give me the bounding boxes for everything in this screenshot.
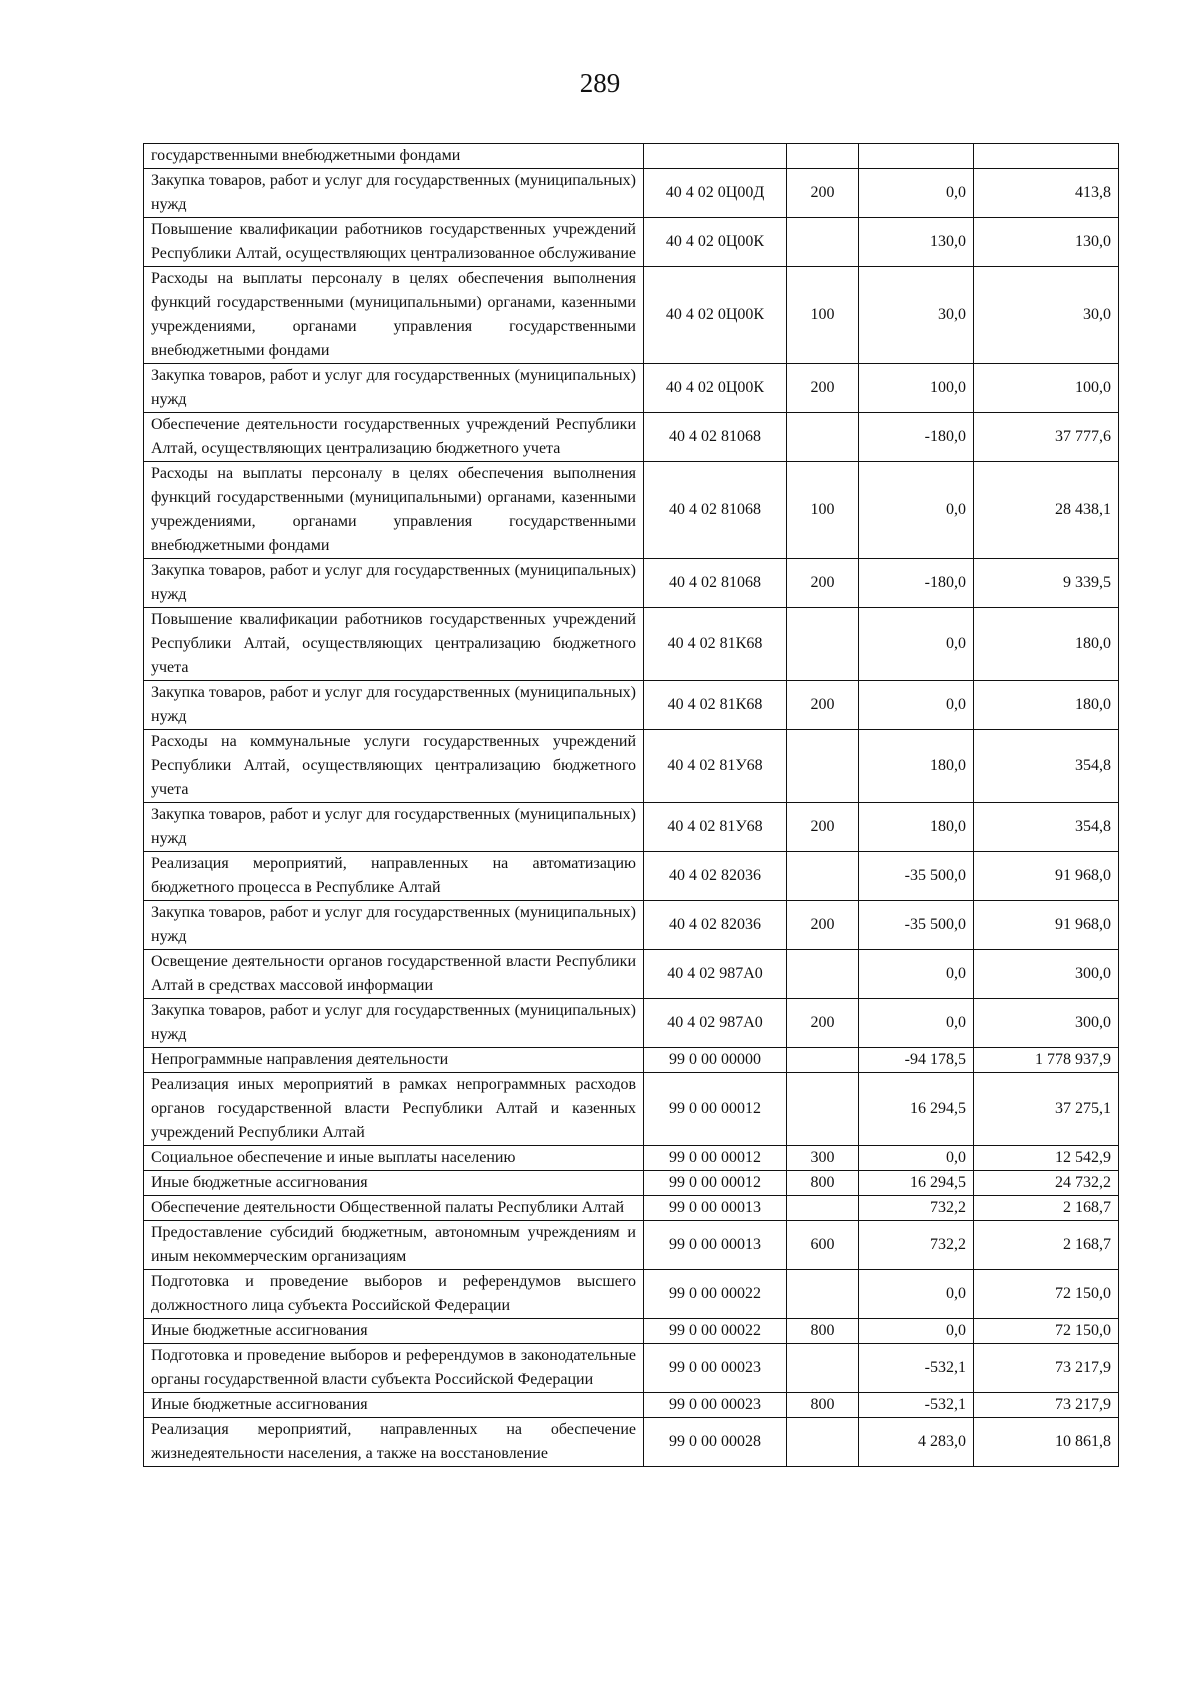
row-name-cell: Закупка товаров, работ и услуг для государственных (муниципальных) нужд (144, 559, 644, 608)
row-name-cell: Реализация мероприятий, направленных на автоматизацию бюджетного процесса в Республике Алтай (144, 852, 644, 901)
row-total-amount-cell: 73 217,9 (974, 1393, 1119, 1418)
row-change-amount-cell: 0,0 (859, 608, 974, 681)
row-name-cell: Повышение квалификации работников государственных учреждений Республики Алтай, осуществляющих централизованное обслуживание (144, 218, 644, 267)
row-change-amount-cell: 130,0 (859, 218, 974, 267)
table-row (144, 267, 1119, 364)
row-total-amount-cell: 72 150,0 (974, 1319, 1119, 1344)
row-name-cell: Закупка товаров, работ и услуг для государственных (муниципальных) нужд (144, 681, 644, 730)
table-row (144, 730, 1119, 803)
row-name-cell: Социальное обеспечение и иные выплаты населению (144, 1146, 644, 1171)
row-total-amount-cell: 12 542,9 (974, 1146, 1119, 1171)
table-row (144, 1048, 1119, 1073)
row-expense-type-cell (787, 413, 859, 462)
row-change-amount-cell (859, 144, 974, 169)
row-name-cell: Расходы на коммунальные услуги государственных учреждений Республики Алтай, осуществляющих централизацию бюджетного учета (144, 730, 644, 803)
row-expense-type-cell: 200 (787, 681, 859, 730)
row-code-cell: 99 0 00 00013 (644, 1221, 787, 1270)
row-name-cell: Обеспечение деятельности Общественной палаты Республики Алтай (144, 1196, 644, 1221)
table-row (144, 1146, 1119, 1171)
row-name-cell: Непрограммные направления деятельности (144, 1048, 644, 1073)
row-total-amount-cell: 37 777,6 (974, 413, 1119, 462)
row-name-cell: Закупка товаров, работ и услуг для государственных (муниципальных) нужд (144, 901, 644, 950)
table-row (144, 901, 1119, 950)
table-row (144, 218, 1119, 267)
row-code-cell: 99 0 00 00013 (644, 1196, 787, 1221)
row-code-cell: 40 4 02 81У68 (644, 730, 787, 803)
row-change-amount-cell: 30,0 (859, 267, 974, 364)
row-total-amount-cell: 10 861,8 (974, 1418, 1119, 1467)
row-change-amount-cell: 0,0 (859, 1270, 974, 1319)
row-expense-type-cell (787, 1418, 859, 1467)
row-code-cell: 99 0 00 00023 (644, 1393, 787, 1418)
row-expense-type-cell: 100 (787, 462, 859, 559)
row-expense-type-cell: 200 (787, 901, 859, 950)
row-change-amount-cell: -94 178,5 (859, 1048, 974, 1073)
row-name-cell: государственными внебюджетными фондами (144, 144, 644, 169)
row-name-cell: Закупка товаров, работ и услуг для государственных (муниципальных) нужд (144, 169, 644, 218)
table-row (144, 1418, 1119, 1467)
row-expense-type-cell (787, 1270, 859, 1319)
row-code-cell: 40 4 02 81068 (644, 413, 787, 462)
row-change-amount-cell: 100,0 (859, 364, 974, 413)
row-code-cell: 40 4 02 0Ц00Д (644, 169, 787, 218)
row-change-amount-cell: 16 294,5 (859, 1171, 974, 1196)
row-code-cell (644, 144, 787, 169)
row-expense-type-cell (787, 1344, 859, 1393)
row-expense-type-cell (787, 1073, 859, 1146)
row-change-amount-cell: 0,0 (859, 1319, 974, 1344)
table-row (144, 1196, 1119, 1221)
row-code-cell: 99 0 00 00000 (644, 1048, 787, 1073)
row-change-amount-cell: 0,0 (859, 950, 974, 999)
row-expense-type-cell: 800 (787, 1319, 859, 1344)
row-change-amount-cell: -35 500,0 (859, 901, 974, 950)
row-change-amount-cell: 180,0 (859, 730, 974, 803)
row-expense-type-cell (787, 608, 859, 681)
row-code-cell: 40 4 02 82036 (644, 901, 787, 950)
row-code-cell: 99 0 00 00023 (644, 1344, 787, 1393)
row-expense-type-cell: 200 (787, 999, 859, 1048)
table-row (144, 852, 1119, 901)
row-total-amount-cell: 72 150,0 (974, 1270, 1119, 1319)
row-total-amount-cell: 130,0 (974, 218, 1119, 267)
row-name-cell: Иные бюджетные ассигнования (144, 1319, 644, 1344)
row-change-amount-cell: 0,0 (859, 1146, 974, 1171)
row-change-amount-cell: 0,0 (859, 999, 974, 1048)
row-expense-type-cell: 100 (787, 267, 859, 364)
row-expense-type-cell: 200 (787, 559, 859, 608)
page-number: 289 (579, 68, 621, 98)
row-expense-type-cell (787, 1196, 859, 1221)
row-total-amount-cell: 300,0 (974, 999, 1119, 1048)
row-total-amount-cell: 413,8 (974, 169, 1119, 218)
row-code-cell: 99 0 00 00012 (644, 1171, 787, 1196)
row-total-amount-cell: 91 968,0 (974, 901, 1119, 950)
row-change-amount-cell: 180,0 (859, 803, 974, 852)
table-row (144, 1344, 1119, 1393)
row-name-cell: Подготовка и проведение выборов и референдумов в законодательные органы государственной власти субъекта Российской Федерации (144, 1344, 644, 1393)
row-code-cell: 40 4 02 0Ц00К (644, 218, 787, 267)
table-row (144, 1270, 1119, 1319)
row-expense-type-cell: 200 (787, 803, 859, 852)
row-name-cell: Расходы на выплаты персоналу в целях обеспечения выполнения функций государственными (муниципальными) органами, казенными учреждениями, органами управления государственными внебюджетными фондами (144, 267, 644, 364)
row-code-cell: 40 4 02 987А0 (644, 999, 787, 1048)
row-name-cell: Расходы на выплаты персоналу в целях обеспечения выполнения функций государственными (муниципальными) органами, казенными учреждениями, органами управления государственными внебюджетными фондами (144, 462, 644, 559)
row-change-amount-cell: 0,0 (859, 169, 974, 218)
row-total-amount-cell: 2 168,7 (974, 1221, 1119, 1270)
row-total-amount-cell: 24 732,2 (974, 1171, 1119, 1196)
row-name-cell: Реализация иных мероприятий в рамках непрограммных расходов органов государственной власти Республики Алтай и казенных учреждений Республики Алтай (144, 1073, 644, 1146)
table-row (144, 1221, 1119, 1270)
table-row (144, 999, 1119, 1048)
row-code-cell: 40 4 02 0Ц00К (644, 364, 787, 413)
table-row (144, 608, 1119, 681)
table-row (144, 413, 1119, 462)
row-expense-type-cell (787, 218, 859, 267)
row-expense-type-cell: 200 (787, 169, 859, 218)
table-row (144, 144, 1119, 169)
row-total-amount-cell: 100,0 (974, 364, 1119, 413)
budget-table (143, 143, 1119, 1467)
row-expense-type-cell (787, 950, 859, 999)
row-code-cell: 40 4 02 987А0 (644, 950, 787, 999)
row-change-amount-cell: 16 294,5 (859, 1073, 974, 1146)
table-row (144, 559, 1119, 608)
row-code-cell: 40 4 02 81К68 (644, 681, 787, 730)
row-expense-type-cell: 300 (787, 1146, 859, 1171)
row-change-amount-cell: -180,0 (859, 559, 974, 608)
row-name-cell: Закупка товаров, работ и услуг для государственных (муниципальных) нужд (144, 364, 644, 413)
table-row (144, 1073, 1119, 1146)
row-expense-type-cell: 600 (787, 1221, 859, 1270)
row-total-amount-cell: 2 168,7 (974, 1196, 1119, 1221)
table-row (144, 169, 1119, 218)
row-code-cell: 99 0 00 00028 (644, 1418, 787, 1467)
row-expense-type-cell: 800 (787, 1393, 859, 1418)
row-expense-type-cell (787, 1048, 859, 1073)
row-code-cell: 40 4 02 82036 (644, 852, 787, 901)
row-code-cell: 40 4 02 81068 (644, 462, 787, 559)
row-name-cell: Обеспечение деятельности государственных учреждений Республики Алтай, осуществляющих централизацию бюджетного учета (144, 413, 644, 462)
row-code-cell: 99 0 00 00022 (644, 1319, 787, 1344)
row-change-amount-cell: 0,0 (859, 462, 974, 559)
table-row (144, 462, 1119, 559)
row-code-cell: 99 0 00 00022 (644, 1270, 787, 1319)
row-expense-type-cell (787, 730, 859, 803)
row-total-amount-cell: 30,0 (974, 267, 1119, 364)
row-change-amount-cell: 4 283,0 (859, 1418, 974, 1467)
table-row (144, 1171, 1119, 1196)
row-name-cell: Реализация мероприятий, направленных на обеспечение жизнедеятельности населения, а также на восстановление (144, 1418, 644, 1467)
row-change-amount-cell: -180,0 (859, 413, 974, 462)
table-row (144, 950, 1119, 999)
row-code-cell: 99 0 00 00012 (644, 1073, 787, 1146)
row-total-amount-cell (974, 144, 1119, 169)
row-expense-type-cell: 200 (787, 364, 859, 413)
row-total-amount-cell: 91 968,0 (974, 852, 1119, 901)
row-expense-type-cell (787, 852, 859, 901)
row-total-amount-cell: 354,8 (974, 730, 1119, 803)
table-row (144, 681, 1119, 730)
row-name-cell: Освещение деятельности органов государственной власти Республики Алтай в средствах массовой информации (144, 950, 644, 999)
row-name-cell: Иные бюджетные ассигнования (144, 1393, 644, 1418)
row-name-cell: Подготовка и проведение выборов и референдумов высшего должностного лица субъекта Российской Федерации (144, 1270, 644, 1319)
row-expense-type-cell (787, 144, 859, 169)
row-change-amount-cell: -532,1 (859, 1344, 974, 1393)
row-change-amount-cell: -532,1 (859, 1393, 974, 1418)
row-code-cell: 40 4 02 81068 (644, 559, 787, 608)
row-total-amount-cell: 354,8 (974, 803, 1119, 852)
row-change-amount-cell: 732,2 (859, 1221, 974, 1270)
table-row (144, 1319, 1119, 1344)
row-name-cell: Закупка товаров, работ и услуг для государственных (муниципальных) нужд (144, 999, 644, 1048)
row-code-cell: 99 0 00 00012 (644, 1146, 787, 1171)
row-change-amount-cell: 732,2 (859, 1196, 974, 1221)
row-name-cell: Иные бюджетные ассигнования (144, 1171, 644, 1196)
row-total-amount-cell: 9 339,5 (974, 559, 1119, 608)
row-total-amount-cell: 180,0 (974, 681, 1119, 730)
row-total-amount-cell: 300,0 (974, 950, 1119, 999)
table-row (144, 803, 1119, 852)
row-total-amount-cell: 37 275,1 (974, 1073, 1119, 1146)
row-name-cell: Закупка товаров, работ и услуг для государственных (муниципальных) нужд (144, 803, 644, 852)
row-name-cell: Повышение квалификации работников государственных учреждений Республики Алтай, осуществляющих централизацию бюджетного учета (144, 608, 644, 681)
row-code-cell: 40 4 02 81У68 (644, 803, 787, 852)
row-code-cell: 40 4 02 81К68 (644, 608, 787, 681)
row-change-amount-cell: 0,0 (859, 681, 974, 730)
budget-table-body (144, 144, 1119, 1467)
row-code-cell: 40 4 02 0Ц00К (644, 267, 787, 364)
row-total-amount-cell: 28 438,1 (974, 462, 1119, 559)
table-row (144, 364, 1119, 413)
row-total-amount-cell: 1 778 937,9 (974, 1048, 1119, 1073)
row-change-amount-cell: -35 500,0 (859, 852, 974, 901)
row-total-amount-cell: 180,0 (974, 608, 1119, 681)
row-expense-type-cell: 800 (787, 1171, 859, 1196)
row-name-cell: Предоставление субсидий бюджетным, автономным учреждениям и иным некоммерческим организациям (144, 1221, 644, 1270)
table-row (144, 1393, 1119, 1418)
row-total-amount-cell: 73 217,9 (974, 1344, 1119, 1393)
